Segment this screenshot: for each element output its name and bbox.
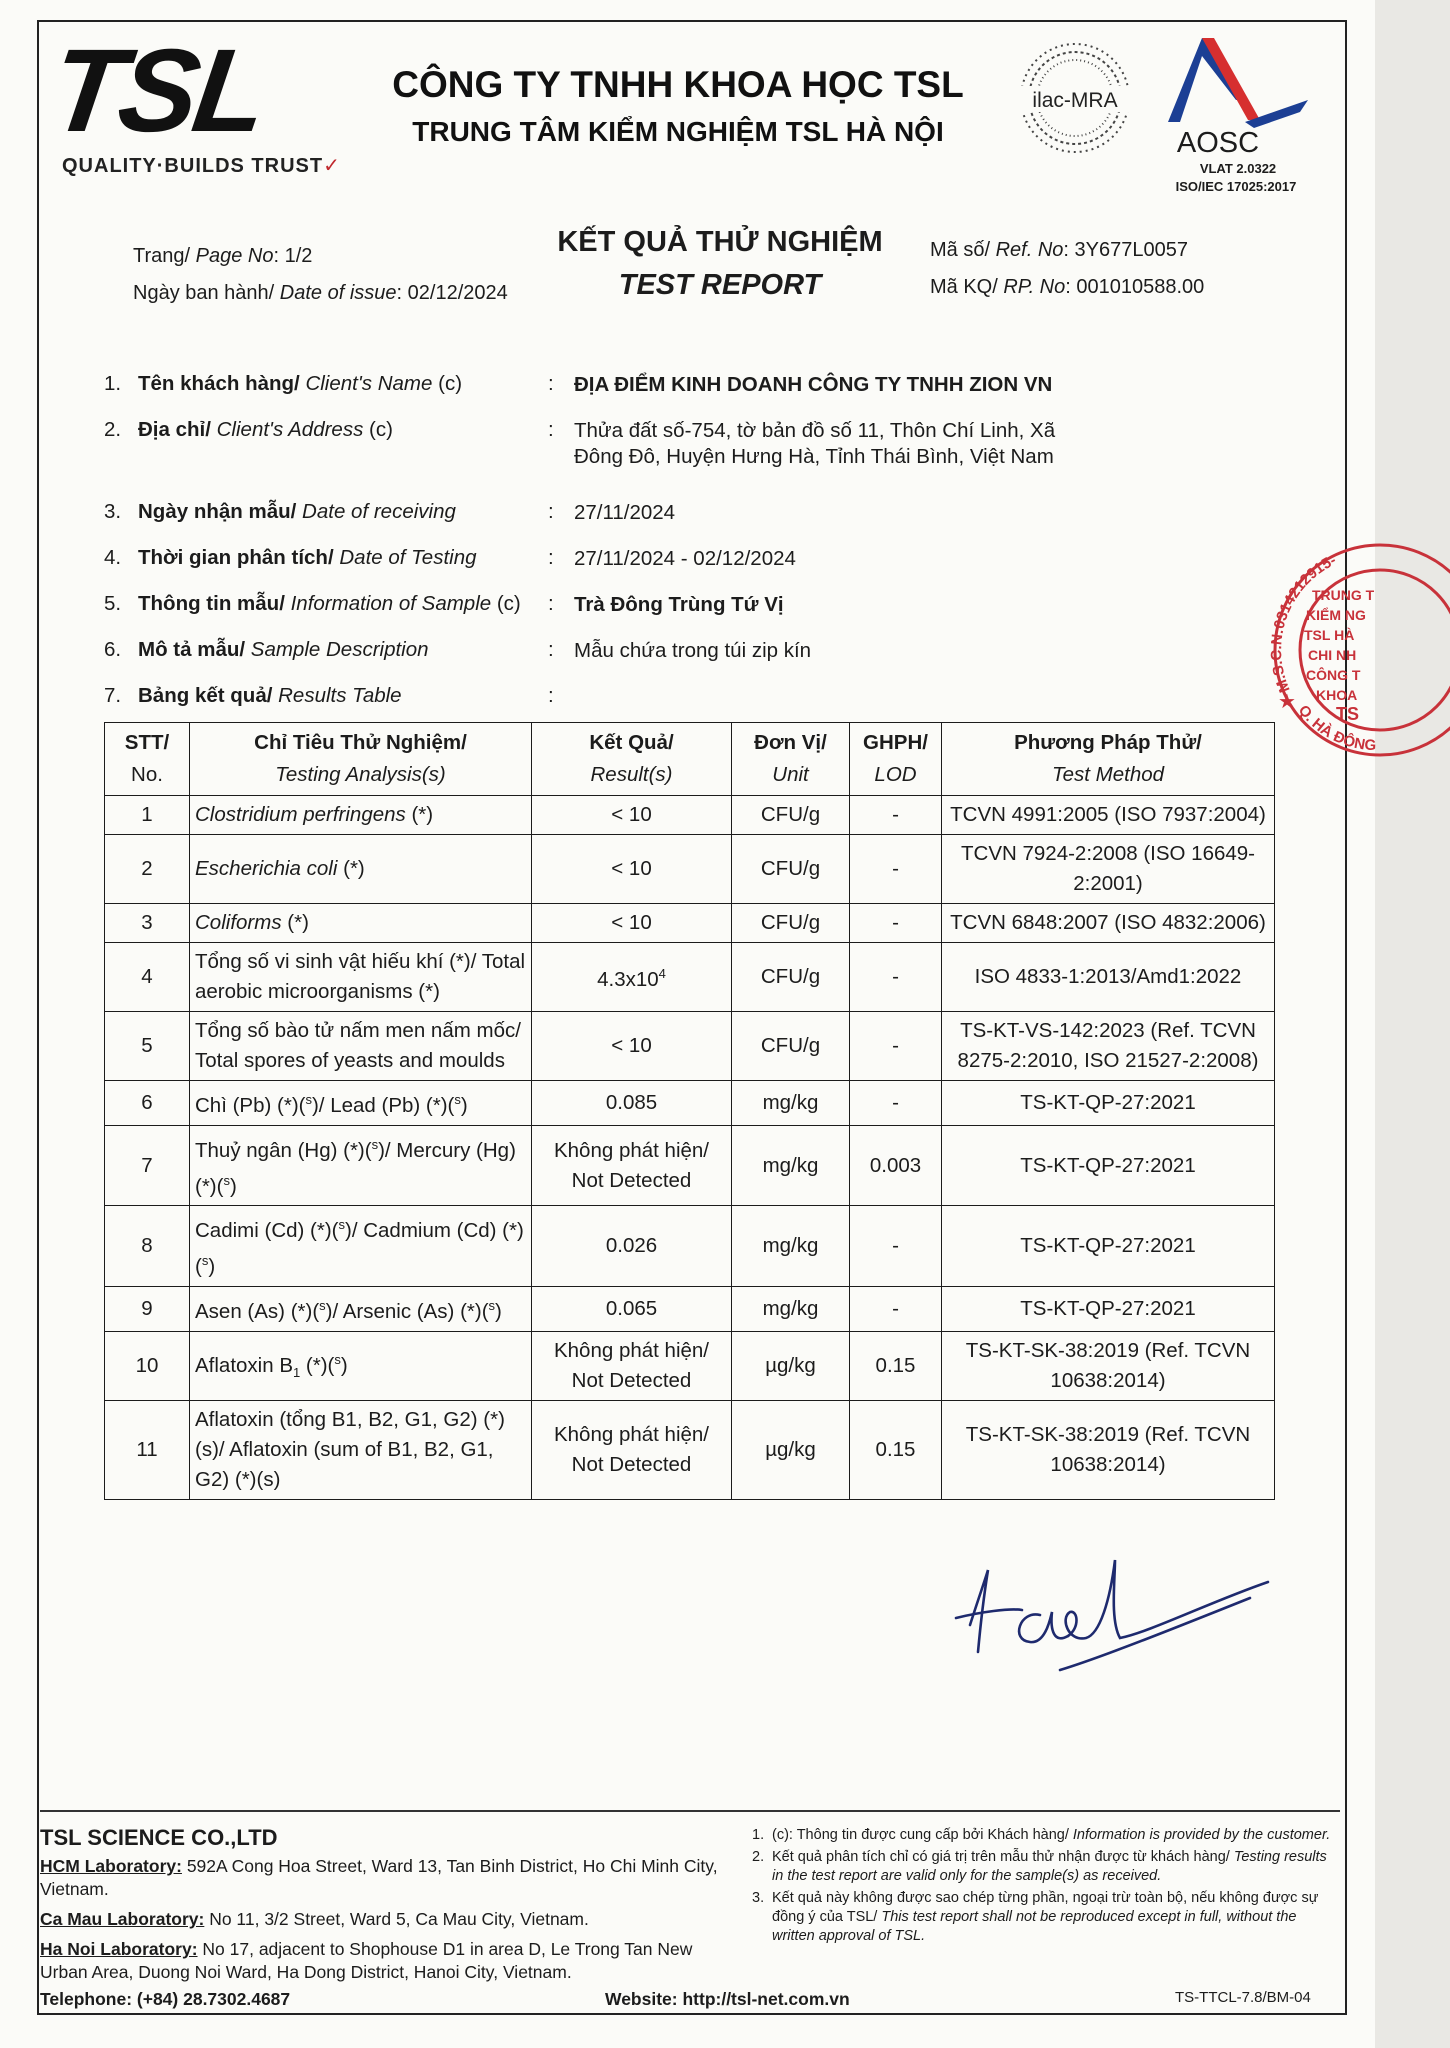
page-number: Trang/ Page No: 1/2 [133,245,313,267]
header-no: STT/ No. [105,723,190,796]
table-row: 2 Escherichia coli (*) < 10 CFU/g - TCVN 7924-2:2008 (ISO 16649-2:2001) [105,835,1275,904]
report-meta-right [930,232,1204,306]
stamp-bottom-text: Q. HÀ ĐÔNG [1294,701,1377,755]
footer-company: TSL SCIENCE CO.,LTD [40,1825,278,1850]
logo-tagline [62,153,341,178]
footer-note: 2. Kết quả phân tích chỉ có giá trị trên mẫu thử nhận được từ khách hàng/ Testing results in the test report are valid only for the sample(s) as received. [752,1849,1327,1884]
center-name: TRUNG TÂM KIỂM NGHIỆM TSL HÀ NỘI [412,116,944,147]
check-icon: ✓ [323,155,341,177]
title-en: TEST REPORT [618,269,822,301]
table-row: 1 Clostridium perfringens (*) < 10 CFU/g - TCVN 4991:2005 (ISO 7937:2004) [105,796,1275,835]
hcm-lab: HCM Laboratory: 592A Cong Hoa Street, Ward 13, Tan Binh District, Ho Chi Minh City, Vietnam. [40,1856,718,1899]
star-icon: ★ [1278,691,1296,713]
table-header-row [105,723,1275,796]
footer-note: 1. (c): Thông tin được cung cấp bởi Khách hàng/ Information is provided by the customer. [752,1827,1331,1843]
report-title [550,226,890,302]
table-row: 11 Aflatoxin (tổng B1, B2, G1, G2) (*)(s)/ Aflatoxin (sum of B1, B2, G1, G2) (*)(s) Không phát hiện/ Not Detected µg/kg 0.15 TS-KT-SK-38:2019 (Ref. TCVN 10638:2014) [105,1400,1275,1499]
header-lod: GHPH/ LOD [850,723,942,796]
header-result: Kết Quả/ Result(s) [532,723,732,796]
company-header [378,64,978,148]
official-stamp [1250,540,1450,800]
ilac-mra-logo [1015,38,1135,158]
ilac-text: ilac-MRA [1032,89,1118,112]
camau-lab: Ca Mau Laboratory: No 11, 3/2 Street, Ward 5, Ca Mau City, Vietnam. [40,1909,589,1929]
header-method: Phương Pháp Thử/ Test Method [942,723,1275,796]
footer-notes [752,1826,1332,1949]
stamp-line: CHI NH [1308,647,1357,663]
title-vn: KẾT QUẢ THỬ NGHIỆM [557,226,883,258]
stamp-line: KIỂM NG [1306,607,1366,623]
table-row: 5 Tổng số bào tử nấm men nấm mốc/ Total spores of yeasts and moulds < 10 CFU/g - TS-KT-VS-142:2023 (Ref. TCVN 8275-2:2010, ISO 21527-2:2008) [105,1012,1275,1081]
stamp-line: TSL HÀ [1304,627,1355,643]
stamp-line: TRUNG T [1312,587,1375,603]
aosc-iso: ISO/IEC 17025:2017 [1175,179,1297,194]
page: TSL QUALITY·BUILDS TRUST✓ CÔNG TY TNHH KHOA HỌC TSL TRUNG TÂM KIỂM NGHIỆM TSL HÀ NỘI ilac-MRA AOSC VLAT 2.0322 ISO/IEC 17025:2017 Trang/ Page No: 1/2 Ngày ban hành/ Date of issue: 02/12/2024 KẾT QUẢ THỬ NGHIỆM TEST REPORT Mã số/ Ref. No: 3Y677L0057 Mã KQ/ RP. No: 001010588.00 1. Tên khách hàng/ Client's Name (c) : ĐỊA ĐIỂM KINH DOANH CÔNG TY TNHH ZION VN 2. Địa chỉ/ Client's Address (c) : Thửa đất số-754, tờ bản đồ số 11, Thôn Chí Linh, Xã Đông Đô, Huyện Hưng Hà, Tỉnh Thái Bình, Việt Nam 3. Ngày nhận mẫu/ Date of receiving : 27/11/2024 4. Thời gian phân tích/ Date of Testing : 27/11/2024 - 02/12/2024 5. Thông tin mẫu/ Information of Sample (c) : Trà Đông Trùng Tứ Vị 6. Mô tả mẫu/ Sample Description : Mẫu chứa trong túi zip kín 7. Bảng kết quả/ Results Table : STT/ No. Chỉ Tiêu Thử Nghiệm/ Testing Analysis(s) Kết Quả/ Result(s) Đơn Vị/ Unit GHPH/ LOD Phương Pháp Thử/ Test Method 1 Clostridium perfringens (*) < 10 CFU/g - TCVN 4991:2005 (ISO 7937:2004) 2 Escherichia coli (*) < 10 CFU/g - TCVN 7924-2:2008 (ISO 16649-2:2001) 3 Coliforms (*) < 10 CFU/g - TCVN 6848:2007 (ISO 4832:2006) 4 Tổng số vi sinh vật hiếu khí (*)/ Total aerobic microorganisms (*) $4.3x10^4$ CFU/g - ISO 4833-1:2013/Amd1:2022 5 Tổng số bào tử nấm men nấm mốc/ Total spores of yeasts and moulds < 10 CFU/g - TS-KT-VS-142:2023 (Ref. TCVN 8275-2:2010, ISO 21527-2:2008) 6 Chì (Pb) (*)($^s$)/ Lead (Pb) (*)($^s$) 0.085 mg/kg - TS-KT-QP-27:2021 7 Thuỷ ngân (Hg) (*)($^s$)/ Mercury (Hg) (*)($^s$) Không phát hiện/ Not Detected mg/kg 0.003 TS-KT-QP-27:2021 8 Cadimi (Cd) (*)($^s$)/ Cadmium (Cd) (*)($^s$) 0.026 mg/kg - TS-KT-QP-27:2021 9 Asen (As) (*)($^s$)/ Arsenic (As) (*)($^s$) 0.065 mg/kg - TS-KT-QP-27:2021 10 Aflatoxin $B_1$ (*)($^s$) Không phát hiện/ Not Detected µg/kg 0.15 TS-KT-SK-38:2019 (Ref. TCVN 10638:2014) 11 Aflatoxin (tổng B1, B2, G1, G2) (*)(s)/ Aflatoxin (sum of B1, B2, G1, G2) (*)(s) Không phát hiện/ Not Detected µg/kg 0.15 TS-KT-SK-38:2019 (Ref. TCVN 10638:2014) M.S.C.N:0314212915- Q. HÀ ĐÔNG TRUNG T KIỂM NG TSL HÀ CHI NH CÔNG T KHOA TS ★ TSL SCIENCE CO.,LTD HCM Laboratory: 592A Cong Hoa Street, Ward 13, Tan Binh District, Ho Chi Minh City, Vietnam. Ca Mau Laboratory: No 11, 3/2 Street, Ward 5, Ca Mau City, Vietnam. Ha Noi Laboratory: No 17, adjacent to Shophouse D1 in area D, Le Trong Tan New Urban Area, Duong Noi Ward, Ha Dong District, Hanoi City, Vietnam. 1. (c): Thông tin được cung cấp bởi Khách hàng/ Information is provided by the customer. 2. Kết quả phân tích chỉ có giá trị trên mẫu thử nhận được từ khách hàng/ Testing results in the test report are valid only for the sample(s) as received. 3. Kết quả này không được sao chép từng phần, ngoại trừ toàn bộ, nếu không được sự đồng ý của TSL/ This test report shall not be reproduced except in full, without the written approval of TSL. Telephone: (+84) 28.7302.4687 Website: http://tsl-net.com.vn TS-TTCL-7.8/BM-04 [0,0,1375,2048]
hanoi-lab: Ha Noi Laboratory: No 17, adjacent to Shophouse D1 in area D, Le Trong Tan New Urban Area, Duong Noi Ward, Ha Dong District, Hanoi City, Vietnam. [40,1939,693,1982]
rp-number: Mã KQ/ RP. No: 001010588.00 [930,276,1205,298]
footer-divider [40,1810,1340,1812]
stamp-line: KHOA [1316,687,1358,703]
footer-note: 3. Kết quả này không được sao chép từng phần, ngoại trừ toàn bộ, nếu không được sự đồng ý của TSL/ This test report shall not be reproduced except in full, without the written approval of TSL. [752,1890,1319,1944]
report-meta-left [133,238,508,312]
stamp-line: CÔNG T [1306,667,1361,683]
company-name: CÔNG TY TNHH KHOA HỌC TSL [392,64,964,105]
table-row: 8 Cadimi (Cd) (*)($^s$)/ Cadmium (Cd) (*)($^s$) 0.026 mg/kg - TS-KT-QP-27:2021 [105,1206,1275,1287]
aosc-logo [1150,30,1320,200]
header-analysis: Chỉ Tiêu Thử Nghiệm/ Testing Analysis(s) [190,723,532,796]
footer-phone: Telephone: (+84) 28.7302.4687 [40,1989,291,2009]
footer-website[interactable]: Website: http://tsl-net.com.vn [605,1989,850,2009]
footer-addresses [40,1826,720,1991]
table-row: 7 Thuỷ ngân (Hg) (*)($^s$)/ Mercury (Hg) (*)($^s$) Không phát hiện/ Not Detected mg/kg 0.003 TS-KT-QP-27:2021 [105,1125,1275,1206]
ref-number: Mã số/ Ref. No: 3Y677L0057 [930,239,1188,261]
tsl-logo: TSL [42,25,273,157]
table-row: 4 Tổng số vi sinh vật hiếu khí (*)/ Total aerobic microorganisms (*) $4.3x10^4$ CFU/g - ISO 4833-1:2013/Amd1:2022 [105,943,1275,1012]
table-row: 10 Aflatoxin $B_1$ (*)($^s$) Không phát hiện/ Not Detected µg/kg 0.15 TS-KT-SK-38:2019 (Ref. TCVN 10638:2014) [105,1331,1275,1400]
aosc-vlat: VLAT 2.0322 [1199,161,1277,176]
tagline-text: QUALITY·BUILDS TRUST [62,155,324,177]
header-unit: Đơn Vị/ Unit [732,723,850,796]
aosc-text: AOSC [1176,127,1260,159]
date-of-issue: Ngày ban hành/ Date of issue: 02/12/2024 [133,282,508,304]
signature [950,1540,1280,1680]
stamp-line: TS [1336,704,1360,724]
stamp-ring-text: M.S.C.N:0314212915- [1268,551,1339,695]
results-table [104,722,1275,1500]
table-row: 3 Coliforms (*) < 10 CFU/g - TCVN 6848:2007 (ISO 4832:2006) [105,904,1275,943]
form-code: TS-TTCL-7.8/BM-04 [1175,1989,1311,2006]
table-row: 6 Chì (Pb) (*)($^s$)/ Lead (Pb) (*)($^s$) 0.085 mg/kg - TS-KT-QP-27:2021 [105,1081,1275,1126]
table-row: 9 Asen (As) (*)($^s$)/ Arsenic (As) (*)($^s$) 0.065 mg/kg - TS-KT-QP-27:2021 [105,1287,1275,1332]
